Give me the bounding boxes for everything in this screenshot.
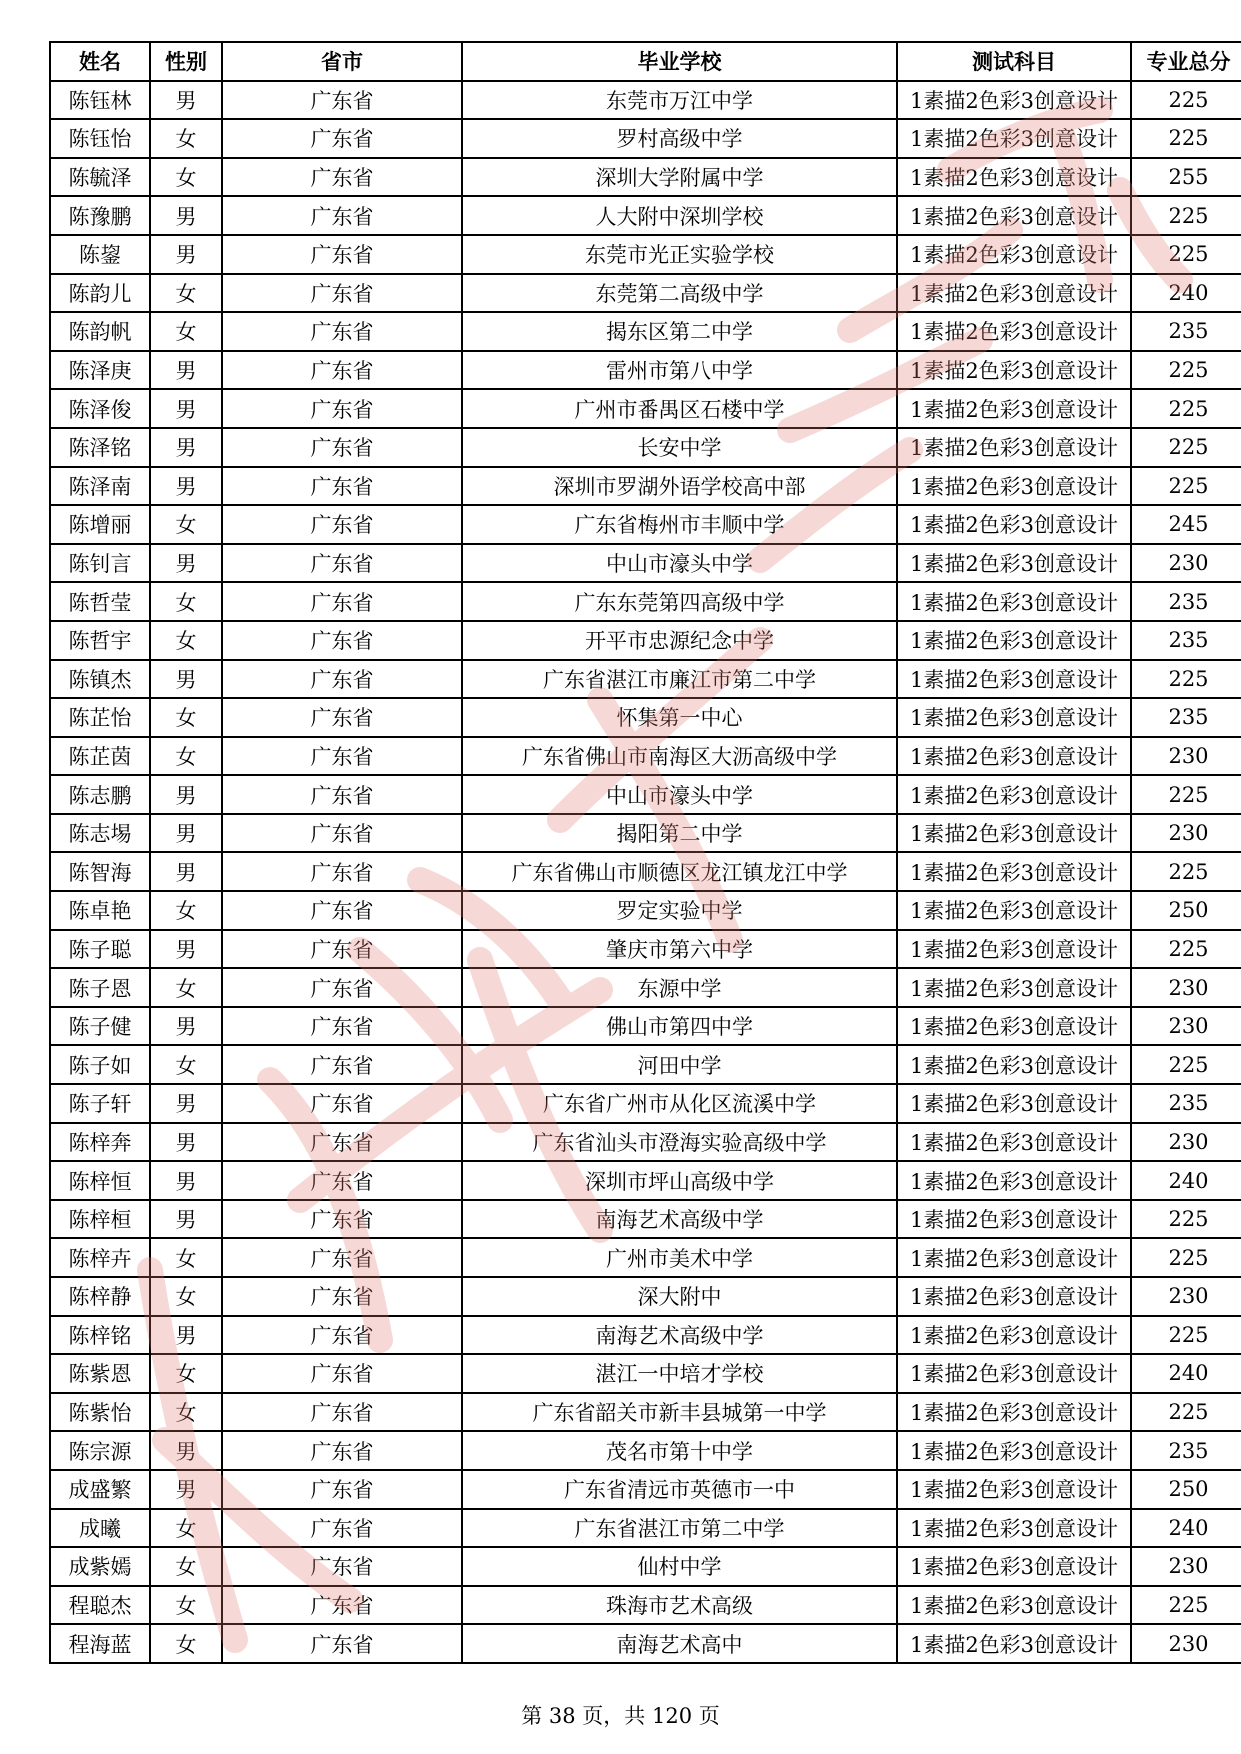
- cell-gender: 男: [150, 428, 222, 467]
- cell-school: 广东省湛江市廉江市第二中学: [462, 660, 897, 699]
- cell-score: 225: [1131, 389, 1241, 428]
- table-row: [50, 235, 1241, 274]
- cell-province: 广东省: [222, 1509, 462, 1548]
- cell-name: 陈智海: [50, 852, 150, 891]
- cell-gender: 男: [150, 1084, 222, 1123]
- cell-gender: 男: [150, 814, 222, 853]
- table-row: [50, 1586, 1241, 1625]
- cell-score: 225: [1131, 1200, 1241, 1239]
- cell-province: 广东省: [222, 505, 462, 544]
- cell-gender: 男: [150, 660, 222, 699]
- cell-gender: 女: [150, 119, 222, 158]
- cell-gender: 男: [150, 351, 222, 390]
- cell-subject: 1素描2色彩3创意设计: [897, 1084, 1131, 1123]
- cell-score: 240: [1131, 1354, 1241, 1393]
- cell-name: 陈紫恩: [50, 1354, 150, 1393]
- cell-school: 珠海市艺术高级: [462, 1586, 897, 1625]
- table-row: [50, 389, 1241, 428]
- cell-province: 广东省: [222, 1586, 462, 1625]
- table-row: [50, 1316, 1241, 1355]
- cell-name: 陈宗源: [50, 1431, 150, 1470]
- cell-gender: 男: [150, 1316, 222, 1355]
- cell-name: 陈鋆: [50, 235, 150, 274]
- cell-name: 陈镇杰: [50, 660, 150, 699]
- cell-score: 240: [1131, 1509, 1241, 1548]
- cell-name: 程聪杰: [50, 1586, 150, 1625]
- cell-score: 250: [1131, 891, 1241, 930]
- cell-school: 东源中学: [462, 968, 897, 1007]
- cell-school: 深圳大学附属中学: [462, 158, 897, 197]
- cell-score: 255: [1131, 158, 1241, 197]
- cell-score: 225: [1131, 852, 1241, 891]
- cell-subject: 1素描2色彩3创意设计: [897, 1200, 1131, 1239]
- cell-name: 陈梓铭: [50, 1316, 150, 1355]
- cell-name: 陈紫怡: [50, 1393, 150, 1432]
- cell-subject: 1素描2色彩3创意设计: [897, 891, 1131, 930]
- cell-province: 广东省: [222, 312, 462, 351]
- header-province: 省市: [222, 42, 462, 81]
- cell-province: 广东省: [222, 351, 462, 390]
- cell-province: 广东省: [222, 852, 462, 891]
- cell-province: 广东省: [222, 968, 462, 1007]
- cell-name: 陈梓静: [50, 1277, 150, 1316]
- cell-school: 深圳市坪山高级中学: [462, 1161, 897, 1200]
- cell-name: 陈豫鹏: [50, 196, 150, 235]
- cell-score: 230: [1131, 544, 1241, 583]
- cell-school: 怀集第一中心: [462, 698, 897, 737]
- cell-score: 225: [1131, 196, 1241, 235]
- cell-school: 罗定实验中学: [462, 891, 897, 930]
- cell-name: 陈梓奔: [50, 1123, 150, 1162]
- cell-subject: 1素描2色彩3创意设计: [897, 698, 1131, 737]
- cell-subject: 1素描2色彩3创意设计: [897, 621, 1131, 660]
- table-row: [50, 775, 1241, 814]
- cell-score: 235: [1131, 582, 1241, 621]
- cell-name: 陈子恩: [50, 968, 150, 1007]
- cell-score: 225: [1131, 930, 1241, 969]
- cell-score: 225: [1131, 1238, 1241, 1277]
- cell-name: 陈韵儿: [50, 274, 150, 313]
- cell-gender: 男: [150, 81, 222, 120]
- cell-province: 广东省: [222, 582, 462, 621]
- cell-subject: 1素描2色彩3创意设计: [897, 660, 1131, 699]
- cell-school: 罗村高级中学: [462, 119, 897, 158]
- cell-subject: 1素描2色彩3创意设计: [897, 505, 1131, 544]
- cell-province: 广东省: [222, 1354, 462, 1393]
- cell-school: 广东省湛江市第二中学: [462, 1509, 897, 1548]
- table-row: [50, 1007, 1241, 1046]
- cell-province: 广东省: [222, 1470, 462, 1509]
- cell-score: 225: [1131, 428, 1241, 467]
- cell-name: 成紫嫣: [50, 1547, 150, 1586]
- table-row: [50, 505, 1241, 544]
- table-row: [50, 1393, 1241, 1432]
- cell-province: 广东省: [222, 775, 462, 814]
- cell-gender: 女: [150, 1045, 222, 1084]
- cell-province: 广东省: [222, 1084, 462, 1123]
- cell-score: 230: [1131, 1123, 1241, 1162]
- table-row: [50, 968, 1241, 1007]
- cell-gender: 女: [150, 1354, 222, 1393]
- cell-province: 广东省: [222, 698, 462, 737]
- cell-gender: 男: [150, 544, 222, 583]
- cell-score: 235: [1131, 1431, 1241, 1470]
- cell-province: 广东省: [222, 158, 462, 197]
- cell-gender: 女: [150, 1624, 222, 1663]
- cell-province: 广东省: [222, 1393, 462, 1432]
- table-row: [50, 621, 1241, 660]
- cell-subject: 1素描2色彩3创意设计: [897, 1161, 1131, 1200]
- cell-province: 广东省: [222, 81, 462, 120]
- cell-name: 陈芷茵: [50, 737, 150, 776]
- cell-gender: 女: [150, 1393, 222, 1432]
- cell-subject: 1素描2色彩3创意设计: [897, 814, 1131, 853]
- cell-score: 225: [1131, 1316, 1241, 1355]
- cell-gender: 女: [150, 312, 222, 351]
- cell-subject: 1素描2色彩3创意设计: [897, 1045, 1131, 1084]
- cell-score: 225: [1131, 467, 1241, 506]
- cell-score: 245: [1131, 505, 1241, 544]
- cell-school: 揭东区第二中学: [462, 312, 897, 351]
- cell-gender: 女: [150, 1238, 222, 1277]
- cell-score: 230: [1131, 1007, 1241, 1046]
- table-row: [50, 1277, 1241, 1316]
- cell-gender: 男: [150, 1470, 222, 1509]
- cell-school: 东莞第二高级中学: [462, 274, 897, 313]
- results-table-container: [49, 41, 1231, 1664]
- cell-subject: 1素描2色彩3创意设计: [897, 274, 1131, 313]
- cell-province: 广东省: [222, 235, 462, 274]
- cell-school: 南海艺术高级中学: [462, 1200, 897, 1239]
- header-score: 专业总分: [1131, 42, 1241, 81]
- cell-province: 广东省: [222, 1316, 462, 1355]
- cell-gender: 男: [150, 775, 222, 814]
- table-body: [50, 81, 1241, 1663]
- cell-province: 广东省: [222, 1045, 462, 1084]
- cell-school: 东莞市光正实验学校: [462, 235, 897, 274]
- cell-score: 240: [1131, 1161, 1241, 1200]
- cell-subject: 1素描2色彩3创意设计: [897, 1547, 1131, 1586]
- cell-score: 235: [1131, 621, 1241, 660]
- cell-gender: 女: [150, 698, 222, 737]
- cell-score: 250: [1131, 1470, 1241, 1509]
- cell-gender: 女: [150, 621, 222, 660]
- cell-school: 长安中学: [462, 428, 897, 467]
- cell-subject: 1素描2色彩3创意设计: [897, 737, 1131, 776]
- cell-province: 广东省: [222, 1277, 462, 1316]
- cell-school: 广东省韶关市新丰县城第一中学: [462, 1393, 897, 1432]
- cell-subject: 1素描2色彩3创意设计: [897, 81, 1131, 120]
- header-school: 毕业学校: [462, 42, 897, 81]
- cell-school: 南海艺术高级中学: [462, 1316, 897, 1355]
- cell-gender: 女: [150, 1586, 222, 1625]
- cell-gender: 男: [150, 196, 222, 235]
- cell-score: 225: [1131, 1393, 1241, 1432]
- cell-school: 中山市濠头中学: [462, 775, 897, 814]
- cell-province: 广东省: [222, 814, 462, 853]
- cell-name: 陈泽庚: [50, 351, 150, 390]
- cell-subject: 1素描2色彩3创意设计: [897, 582, 1131, 621]
- cell-subject: 1素描2色彩3创意设计: [897, 158, 1131, 197]
- cell-name: 陈子聪: [50, 930, 150, 969]
- table-row: [50, 660, 1241, 699]
- table-row: [50, 81, 1241, 120]
- table-row: [50, 158, 1241, 197]
- cell-subject: 1素描2色彩3创意设计: [897, 544, 1131, 583]
- cell-name: 陈子轩: [50, 1084, 150, 1123]
- cell-school: 仙村中学: [462, 1547, 897, 1586]
- cell-score: 225: [1131, 351, 1241, 390]
- cell-school: 深大附中: [462, 1277, 897, 1316]
- cell-subject: 1素描2色彩3创意设计: [897, 1393, 1131, 1432]
- cell-name: 陈韵帆: [50, 312, 150, 351]
- cell-subject: 1素描2色彩3创意设计: [897, 1431, 1131, 1470]
- cell-gender: 女: [150, 968, 222, 1007]
- table-row: [50, 1238, 1241, 1277]
- cell-school: 广东省清远市英德市一中: [462, 1470, 897, 1509]
- cell-score: 225: [1131, 775, 1241, 814]
- table-row: [50, 544, 1241, 583]
- cell-gender: 男: [150, 852, 222, 891]
- cell-school: 佛山市第四中学: [462, 1007, 897, 1046]
- cell-name: 陈芷怡: [50, 698, 150, 737]
- cell-score: 225: [1131, 1586, 1241, 1625]
- table-row: [50, 1624, 1241, 1663]
- cell-school: 肇庆市第六中学: [462, 930, 897, 969]
- cell-score: 230: [1131, 814, 1241, 853]
- cell-score: 230: [1131, 1624, 1241, 1663]
- cell-province: 广东省: [222, 621, 462, 660]
- cell-subject: 1素描2色彩3创意设计: [897, 1238, 1131, 1277]
- cell-school: 河田中学: [462, 1045, 897, 1084]
- cell-school: 广东省梅州市丰顺中学: [462, 505, 897, 544]
- cell-subject: 1素描2色彩3创意设计: [897, 1470, 1131, 1509]
- cell-name: 陈子如: [50, 1045, 150, 1084]
- table-row: [50, 852, 1241, 891]
- cell-school: 广东省广州市从化区流溪中学: [462, 1084, 897, 1123]
- table-row: [50, 930, 1241, 969]
- table-row: [50, 1547, 1241, 1586]
- cell-school: 南海艺术高中: [462, 1624, 897, 1663]
- cell-name: 陈子健: [50, 1007, 150, 1046]
- cell-province: 广东省: [222, 274, 462, 313]
- cell-name: 成曦: [50, 1509, 150, 1548]
- table-row: [50, 467, 1241, 506]
- cell-name: 陈泽南: [50, 467, 150, 506]
- cell-province: 广东省: [222, 1238, 462, 1277]
- cell-province: 广东省: [222, 1123, 462, 1162]
- cell-gender: 女: [150, 737, 222, 776]
- cell-name: 陈志埸: [50, 814, 150, 853]
- cell-gender: 女: [150, 891, 222, 930]
- table-row: [50, 698, 1241, 737]
- cell-school: 广州市番禺区石楼中学: [462, 389, 897, 428]
- cell-name: 陈钰林: [50, 81, 150, 120]
- cell-school: 湛江一中培才学校: [462, 1354, 897, 1393]
- cell-gender: 男: [150, 389, 222, 428]
- cell-province: 广东省: [222, 1200, 462, 1239]
- cell-gender: 男: [150, 930, 222, 969]
- table-row: [50, 1200, 1241, 1239]
- cell-name: 陈梓桓: [50, 1200, 150, 1239]
- cell-subject: 1素描2色彩3创意设计: [897, 467, 1131, 506]
- cell-name: 陈哲莹: [50, 582, 150, 621]
- table-row: [50, 196, 1241, 235]
- cell-name: 陈梓卉: [50, 1238, 150, 1277]
- cell-province: 广东省: [222, 891, 462, 930]
- cell-name: 陈毓泽: [50, 158, 150, 197]
- cell-province: 广东省: [222, 660, 462, 699]
- cell-score: 230: [1131, 1547, 1241, 1586]
- table-row: [50, 312, 1241, 351]
- table-row: [50, 1123, 1241, 1162]
- cell-name: 陈志鹏: [50, 775, 150, 814]
- cell-school: 中山市濠头中学: [462, 544, 897, 583]
- cell-gender: 男: [150, 235, 222, 274]
- cell-province: 广东省: [222, 389, 462, 428]
- cell-school: 广东东莞第四高级中学: [462, 582, 897, 621]
- cell-subject: 1素描2色彩3创意设计: [897, 930, 1131, 969]
- cell-score: 225: [1131, 235, 1241, 274]
- cell-province: 广东省: [222, 196, 462, 235]
- cell-school: 雷州市第八中学: [462, 351, 897, 390]
- cell-subject: 1素描2色彩3创意设计: [897, 968, 1131, 1007]
- cell-gender: 女: [150, 1277, 222, 1316]
- cell-name: 陈卓艳: [50, 891, 150, 930]
- cell-province: 广东省: [222, 1624, 462, 1663]
- cell-score: 240: [1131, 274, 1241, 313]
- cell-subject: 1素描2色彩3创意设计: [897, 351, 1131, 390]
- cell-score: 235: [1131, 1084, 1241, 1123]
- cell-school: 广州市美术中学: [462, 1238, 897, 1277]
- cell-name: 陈梓恒: [50, 1161, 150, 1200]
- cell-subject: 1素描2色彩3创意设计: [897, 852, 1131, 891]
- table-row: [50, 1431, 1241, 1470]
- header-gender: 性别: [150, 42, 222, 81]
- results-table: [49, 41, 1241, 1664]
- cell-subject: 1素描2色彩3创意设计: [897, 312, 1131, 351]
- cell-gender: 女: [150, 158, 222, 197]
- cell-subject: 1素描2色彩3创意设计: [897, 1007, 1131, 1046]
- cell-school: 人大附中深圳学校: [462, 196, 897, 235]
- cell-score: 225: [1131, 1045, 1241, 1084]
- cell-name: 陈哲宇: [50, 621, 150, 660]
- cell-score: 230: [1131, 737, 1241, 776]
- cell-subject: 1素描2色彩3创意设计: [897, 1624, 1131, 1663]
- page-footer: 第 38 页，共 120 页: [521, 1704, 720, 1728]
- cell-subject: 1素描2色彩3创意设计: [897, 1354, 1131, 1393]
- table-row: [50, 1084, 1241, 1123]
- cell-school: 茂名市第十中学: [462, 1431, 897, 1470]
- header-subject: 测试科目: [897, 42, 1131, 81]
- cell-province: 广东省: [222, 1161, 462, 1200]
- cell-subject: 1素描2色彩3创意设计: [897, 1123, 1131, 1162]
- cell-name: 陈钊言: [50, 544, 150, 583]
- cell-name: 陈钰怡: [50, 119, 150, 158]
- table-row: [50, 891, 1241, 930]
- cell-subject: 1素描2色彩3创意设计: [897, 1277, 1131, 1316]
- cell-subject: 1素描2色彩3创意设计: [897, 1586, 1131, 1625]
- table-row: [50, 428, 1241, 467]
- cell-gender: 女: [150, 505, 222, 544]
- cell-gender: 男: [150, 1123, 222, 1162]
- cell-province: 广东省: [222, 119, 462, 158]
- table-row: [50, 351, 1241, 390]
- table-row: [50, 1161, 1241, 1200]
- cell-score: 235: [1131, 312, 1241, 351]
- cell-name: 陈泽铭: [50, 428, 150, 467]
- cell-province: 广东省: [222, 1007, 462, 1046]
- cell-subject: 1素描2色彩3创意设计: [897, 1509, 1131, 1548]
- cell-name: 程海蓝: [50, 1624, 150, 1663]
- cell-gender: 女: [150, 274, 222, 313]
- cell-subject: 1素描2色彩3创意设计: [897, 428, 1131, 467]
- cell-school: 深圳市罗湖外语学校高中部: [462, 467, 897, 506]
- cell-name: 陈增丽: [50, 505, 150, 544]
- cell-score: 225: [1131, 660, 1241, 699]
- cell-gender: 女: [150, 1547, 222, 1586]
- cell-gender: 男: [150, 467, 222, 506]
- header-name: 姓名: [50, 42, 150, 81]
- cell-score: 225: [1131, 81, 1241, 120]
- cell-score: 235: [1131, 698, 1241, 737]
- cell-gender: 女: [150, 1509, 222, 1548]
- cell-school: 广东省佛山市顺德区龙江镇龙江中学: [462, 852, 897, 891]
- cell-subject: 1素描2色彩3创意设计: [897, 235, 1131, 274]
- cell-gender: 男: [150, 1200, 222, 1239]
- table-row: [50, 274, 1241, 313]
- cell-score: 230: [1131, 1277, 1241, 1316]
- cell-subject: 1素描2色彩3创意设计: [897, 1316, 1131, 1355]
- cell-school: 广东省佛山市南海区大沥高级中学: [462, 737, 897, 776]
- cell-province: 广东省: [222, 428, 462, 467]
- cell-subject: 1素描2色彩3创意设计: [897, 389, 1131, 428]
- cell-school: 揭阳第二中学: [462, 814, 897, 853]
- cell-subject: 1素描2色彩3创意设计: [897, 196, 1131, 235]
- cell-school: 开平市忠源纪念中学: [462, 621, 897, 660]
- cell-gender: 男: [150, 1007, 222, 1046]
- cell-province: 广东省: [222, 1431, 462, 1470]
- cell-province: 广东省: [222, 737, 462, 776]
- cell-province: 广东省: [222, 1547, 462, 1586]
- table-row: [50, 1354, 1241, 1393]
- table-row: [50, 737, 1241, 776]
- table-row: [50, 582, 1241, 621]
- table-header-row: [50, 42, 1241, 81]
- cell-gender: 男: [150, 1161, 222, 1200]
- cell-school: 东莞市万江中学: [462, 81, 897, 120]
- cell-province: 广东省: [222, 930, 462, 969]
- cell-score: 230: [1131, 968, 1241, 1007]
- table-row: [50, 119, 1241, 158]
- cell-name: 陈泽俊: [50, 389, 150, 428]
- cell-gender: 女: [150, 582, 222, 621]
- table-row: [50, 1470, 1241, 1509]
- cell-score: 225: [1131, 119, 1241, 158]
- cell-province: 广东省: [222, 467, 462, 506]
- cell-subject: 1素描2色彩3创意设计: [897, 775, 1131, 814]
- cell-name: 成盛繁: [50, 1470, 150, 1509]
- table-row: [50, 1509, 1241, 1548]
- cell-province: 广东省: [222, 544, 462, 583]
- cell-school: 广东省汕头市澄海实验高级中学: [462, 1123, 897, 1162]
- table-row: [50, 1045, 1241, 1084]
- cell-gender: 男: [150, 1431, 222, 1470]
- cell-subject: 1素描2色彩3创意设计: [897, 119, 1131, 158]
- table-row: [50, 814, 1241, 853]
